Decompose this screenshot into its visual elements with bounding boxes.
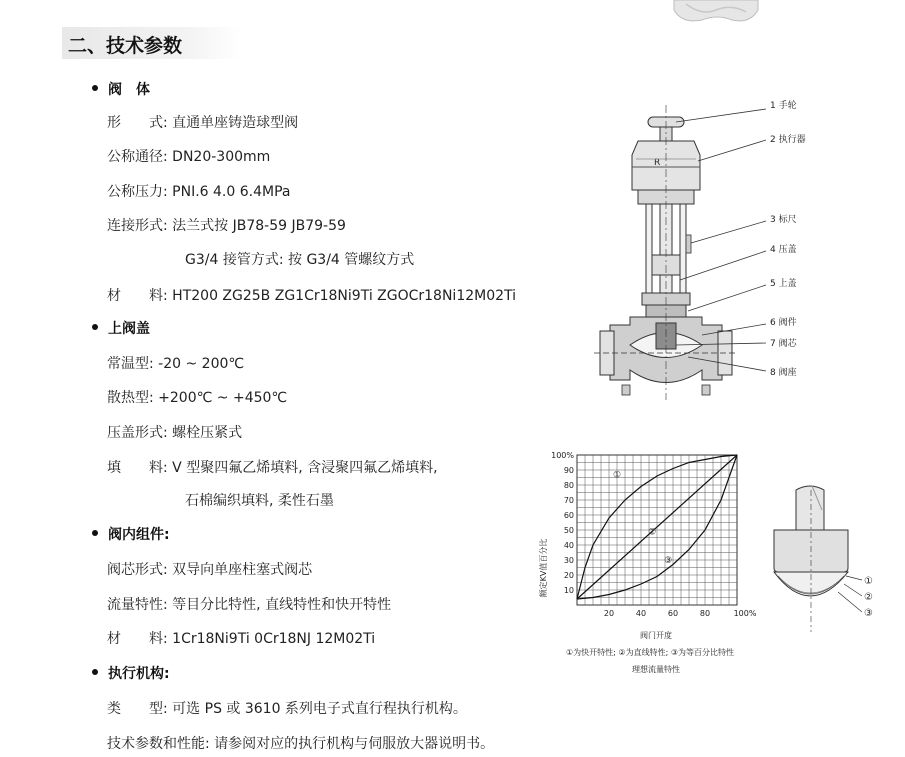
chart-grid [577,455,737,605]
row-value: -20 ~ 200℃ [158,356,245,372]
row-label: 连接形式: [107,218,168,234]
row-value: 1Cr18Ni9Ti 0Cr18NJ 12M02Ti [172,631,376,647]
y-tick-label: 40 [563,541,574,550]
bonnet-row-packing [107,457,438,477]
row-label: 压盖形式: [107,425,168,441]
row-label: 公称通径: [107,149,168,165]
body-row-connection-cont [185,249,414,269]
leader-line-3 [691,221,766,243]
body-section-title [92,79,150,99]
bonnet-row-cooling [107,387,287,407]
row-value: DN20-300mm [172,149,271,165]
actuator-section-title-text: 执行机构: [108,666,170,682]
row-value: G3/4 接管方式: 按 G3/4 管螺纹方式 [185,252,415,268]
callout-plug: 7 阀芯 [770,339,797,349]
chart-caption: ①为快开特性; ②为直线特性; ③为等百分比特性 [566,648,734,657]
body-row-form [107,112,298,132]
y-tick-label: 10 [563,586,574,595]
row-label: 阀芯形式: [107,562,168,578]
chart-x-axis-label: 阀门开度 [640,631,672,640]
trim-section-title-text: 阀内组件: [108,527,170,543]
y-tick-label: 50 [563,526,574,535]
plug-diagram [766,480,886,640]
y-tick-label: 80 [563,481,574,490]
y-tick-label: 20 [563,571,574,580]
leader-line-2 [698,140,766,161]
plug-marker-2: ② [864,592,873,603]
bullet-icon [92,530,98,536]
chart-subcaption: 理想流量特性 [632,665,680,674]
x-tick-label: 80 [699,609,711,618]
section-heading [62,27,242,59]
valve-diagram [590,95,900,405]
plug-marker-1: ① [864,576,873,587]
valve-photo-fragment [672,0,762,26]
callout-gland: 4 压盖 [770,245,797,255]
row-value: 双导向单座柱塞式阀芯 [172,562,313,578]
chart-y-axis-label: 额定KV值百分比 [539,538,548,598]
series-label-1: ① [612,470,622,481]
row-value: 直通单座铸造球型阀 [172,115,299,131]
row-label: 公称压力: [107,184,168,200]
trim-row-flow [107,594,391,614]
callout-bonnet: 5 上盖 [770,279,797,289]
leader-line-5 [688,285,766,311]
callout-body: 6 阀件 [770,318,797,328]
bonnet-section-title [92,318,150,338]
row-value: PNI.6 4.0 6.4MPa [172,184,291,200]
x-tick-label: 40 [635,609,647,618]
actuator-row-spec [107,733,494,753]
trim-row-material [107,628,375,648]
row-value: 石棉编织填料, 柔性石墨 [185,493,334,509]
leader-line-1 [676,109,766,122]
body-section-title-text: 阀 体 [108,82,150,98]
row-value: +200℃ ~ +450℃ [158,390,288,406]
row-label: 材 料: [107,288,168,304]
x-tick-label: 100% [733,609,757,618]
row-value: 螺栓压紧式 [172,425,243,441]
actuator-row-type [107,698,467,718]
actuator-letter: R [654,158,661,168]
row-label: 技术参数和性能: [107,736,210,752]
callout-handwheel: 1 手轮 [770,101,797,111]
row-label: 材 料: [107,631,168,647]
leader-line-4 [680,251,766,280]
row-label: 常温型: [107,356,154,372]
y-tick-label: 70 [563,496,574,505]
x-tick-label: 20 [603,609,615,618]
row-value: 法兰式按 JB78-59 JB79-59 [172,218,346,234]
body-row-material [107,285,516,305]
bonnet-section-title-text: 上阀盖 [108,321,150,337]
body-row-pressure [107,181,290,201]
bonnet-row-normal [107,353,244,373]
row-label: 形 式: [107,115,168,131]
callout-seat: 8 阀座 [770,368,797,378]
bullet-icon [92,669,98,675]
row-value: V 型聚四氟乙烯填料, 含浸聚四氟乙烯填料, [172,460,438,476]
y-tick-label: 90 [563,466,574,475]
body-row-diameter [107,146,270,166]
plug-marker-3: ③ [864,608,873,619]
bullet-icon [92,324,98,330]
bonnet-row-packing-cont [185,490,334,510]
y-tick-label: 60 [563,511,574,520]
row-value: 等目分比特性, 直线特性和快开特性 [172,597,392,613]
bullet-icon [92,85,98,91]
callout-scale: 3 标尺 [770,215,797,225]
trim-section-title [92,524,170,544]
section-heading-text: 二、技术参数 [68,35,183,57]
callout-actuator: 2 执行器 [770,135,806,145]
body-row-connection [107,215,346,235]
row-value: 请参阅对应的执行机构与伺服放大器说明书。 [214,736,495,752]
y-tick-label: 30 [563,556,574,565]
y-tick-label: 100% [551,451,574,460]
bonnet-row-gland [107,422,242,442]
series-label-2: ② [648,527,657,538]
actuator-section-title [92,663,170,683]
row-label: 流量特性: [107,597,168,613]
trim-row-plug [107,559,312,579]
row-label: 散热型: [107,390,154,406]
x-tick-label: 60 [667,609,679,618]
row-label: 类 型: [107,701,168,717]
row-value: HT200 ZG25B ZG1Cr18Ni9Ti ZGOCr18Ni12M02Ti [172,288,517,304]
row-label: 填 料: [107,460,168,476]
flow-characteristic-chart [530,448,780,678]
series-label-3: ③ [664,556,673,566]
row-value: 可选 PS 或 3610 系列电子式直行程执行机构。 [172,701,467,717]
